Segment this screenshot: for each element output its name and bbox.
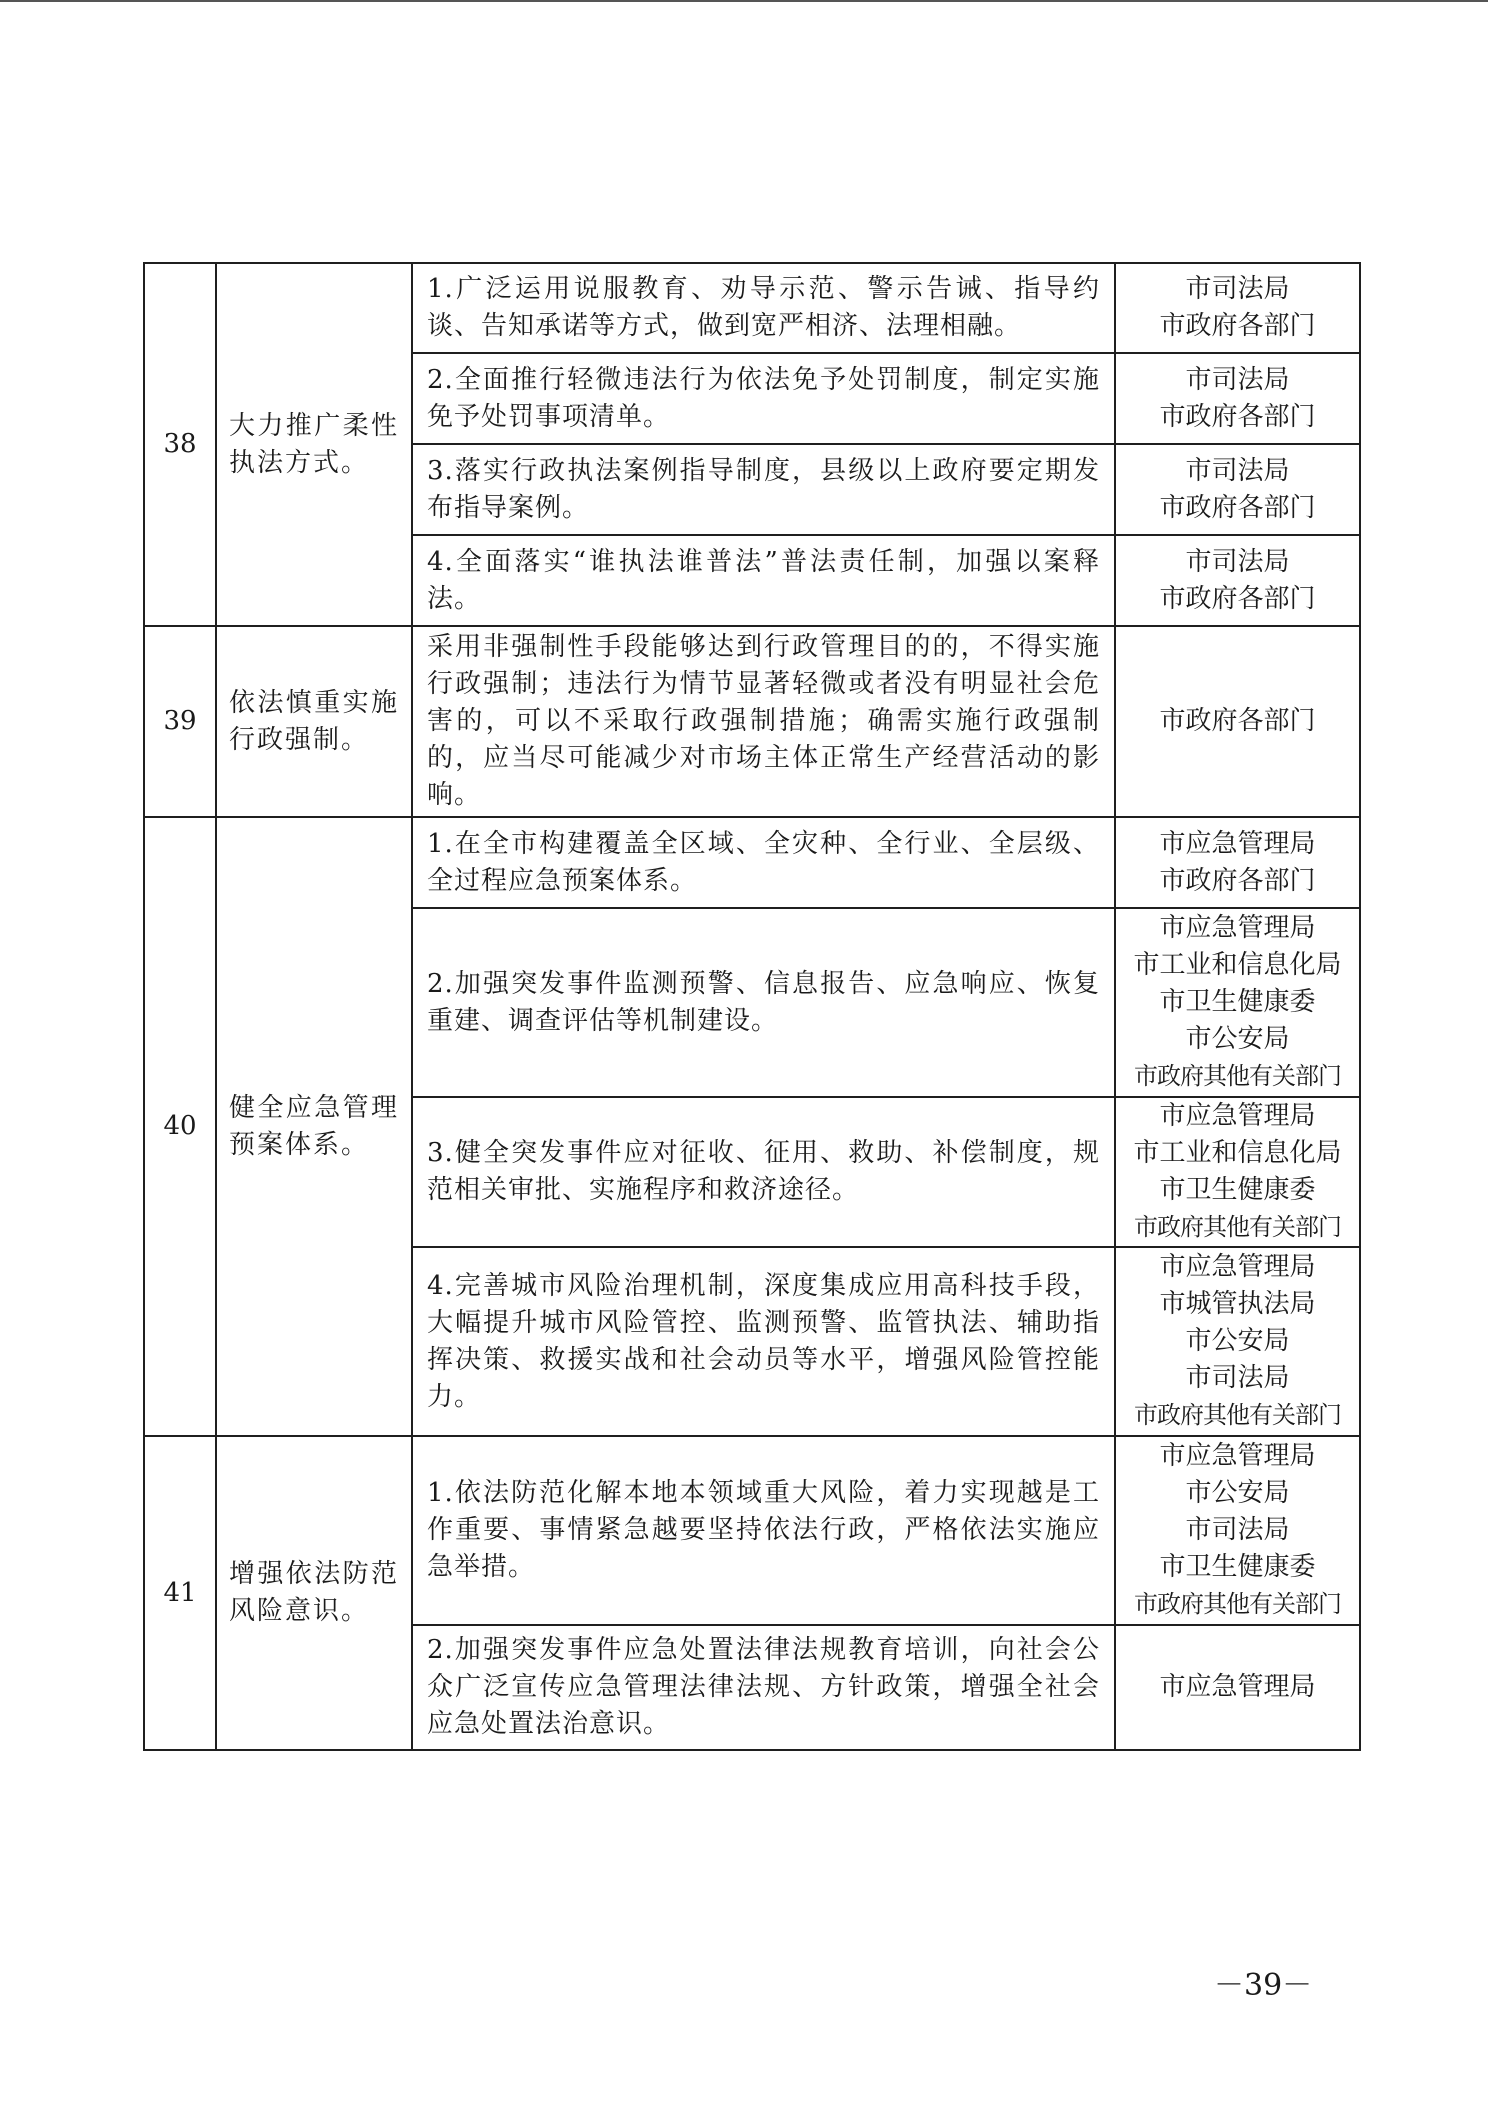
responsible-unit: 市政府其他有关部门: [1134, 1062, 1341, 1090]
task-title: 健全应急管理预案体系。: [216, 817, 412, 1436]
responsible-unit: 市政府其他有关部门: [1134, 1401, 1341, 1429]
responsible-units: [1115, 817, 1360, 908]
responsible-unit: 市政府各部门: [1159, 401, 1316, 432]
responsible-unit: 市司法局: [1185, 274, 1290, 304]
responsible-unit: 市城管执法局: [1159, 1289, 1316, 1319]
responsible-unit: 市政府各部门: [1159, 865, 1316, 896]
page-number: －39－: [1214, 1968, 1313, 2003]
measure-text: 3.健全突发事件应对征收、征用、救助、补偿制度，规范相关审批、实施程序和救济途径。: [412, 1097, 1115, 1247]
responsible-units: [1115, 263, 1360, 353]
table-row: [144, 263, 1360, 353]
measure-text: 1.广泛运用说服教育、劝导示范、警示告诫、指导约谈、告知承诺等方式，做到宽严相济、法理相融。: [412, 263, 1115, 353]
measure-text: 4.全面落实“谁执法谁普法”普法责任制，加强以案释法。: [412, 535, 1115, 626]
responsible-units: [1115, 353, 1360, 444]
responsible-unit: 市卫生健康委: [1159, 1552, 1316, 1582]
responsible-unit: 市司法局: [1185, 1363, 1290, 1393]
responsible-unit: 市应急管理局: [1159, 913, 1316, 943]
task-title: 大力推广柔性执法方式。: [216, 263, 412, 626]
responsible-unit: 市司法局: [1185, 1515, 1290, 1545]
responsible-unit: 市司法局: [1185, 455, 1290, 486]
responsible-unit: 市司法局: [1185, 364, 1290, 395]
measure-text: 2.加强突发事件应急处置法律法规教育培训，向社会公众广泛宣传应急管理法律法规、方针政策，增强全社会应急处置法治意识。: [412, 1625, 1115, 1750]
item-number: 39: [144, 626, 216, 817]
responsible-unit: 市应急管理局: [1159, 828, 1316, 859]
responsible-unit: 市政府各部门: [1159, 311, 1316, 341]
responsible-units: [1115, 535, 1360, 626]
responsible-units: [1115, 908, 1360, 1097]
task-title: 增强依法防范风险意识。: [216, 1436, 412, 1750]
responsible-unit: 市工业和信息化局: [1133, 1138, 1342, 1168]
responsible-units: [1115, 1436, 1360, 1625]
responsible-unit: 市政府各部门: [1159, 583, 1316, 614]
measure-text: 1.依法防范化解本地本领域重大风险，着力实现越是工作重要、事情紧急越要坚持依法行政，严格依法实施应急举措。: [412, 1436, 1115, 1625]
responsible-unit: 市工业和信息化局: [1133, 950, 1342, 980]
table-row: [144, 626, 1360, 817]
item-number: 38: [144, 263, 216, 626]
responsible-unit: 市应急管理局: [1159, 1441, 1316, 1471]
item-number: 41: [144, 1436, 216, 1750]
measure-text: 4.完善城市风险治理机制，深度集成应用高科技手段，大幅提升城市风险管控、监测预警、监管执法、辅助指挥决策、救援实战和社会动员等水平，增强风险管控能力。: [412, 1247, 1115, 1436]
responsible-unit: 市公安局: [1185, 1024, 1290, 1054]
measure-text: 2.全面推行轻微违法行为依法免予处罚制度，制定实施免予处罚事项清单。: [412, 353, 1115, 444]
responsible-unit: 市公安局: [1185, 1326, 1290, 1356]
table-row: [144, 817, 1360, 908]
measures-table-body: [144, 263, 1360, 1750]
responsible-units: [1115, 444, 1360, 535]
measures-table: [143, 262, 1361, 1751]
responsible-unit: 市公安局: [1185, 1478, 1290, 1508]
responsible-unit: 市政府各部门: [1159, 706, 1316, 736]
measure-text: 1.在全市构建覆盖全区域、全灾种、全行业、全层级、全过程应急预案体系。: [412, 817, 1115, 908]
responsible-unit: 市卫生健康委: [1159, 987, 1316, 1017]
table-row: [144, 1436, 1360, 1625]
measure-text: 2.加强突发事件监测预警、信息报告、应急响应、恢复重建、调查评估等机制建设。: [412, 908, 1115, 1097]
responsible-unit: 市政府其他有关部门: [1134, 1213, 1341, 1241]
measure-text: 采用非强制性手段能够达到行政管理目的的，不得实施行政强制；违法行为情节显著轻微或者没有明显社会危害的，可以不采取行政强制措施；确需实施行政强制的，应当尽可能减少对市场主体正常生产经营活动的影响。: [412, 626, 1115, 817]
responsible-units: [1115, 1247, 1360, 1436]
responsible-units: [1115, 1097, 1360, 1247]
responsible-unit: 市应急管理局: [1159, 1101, 1316, 1131]
responsible-unit: 市政府其他有关部门: [1134, 1590, 1341, 1618]
item-number: 40: [144, 817, 216, 1436]
responsible-unit: 市应急管理局: [1159, 1672, 1316, 1702]
responsible-units: [1115, 1625, 1360, 1750]
responsible-unit: 市卫生健康委: [1159, 1175, 1316, 1205]
responsible-unit: 市应急管理局: [1159, 1252, 1316, 1282]
measure-text: 3.落实行政执法案例指导制度，县级以上政府要定期发布指导案例。: [412, 444, 1115, 535]
task-title: 依法慎重实施行政强制。: [216, 626, 412, 817]
top-edge-line: [0, 0, 1488, 2]
responsible-unit: 市司法局: [1185, 546, 1290, 577]
responsible-units: [1115, 626, 1360, 817]
responsible-unit: 市政府各部门: [1159, 492, 1316, 523]
